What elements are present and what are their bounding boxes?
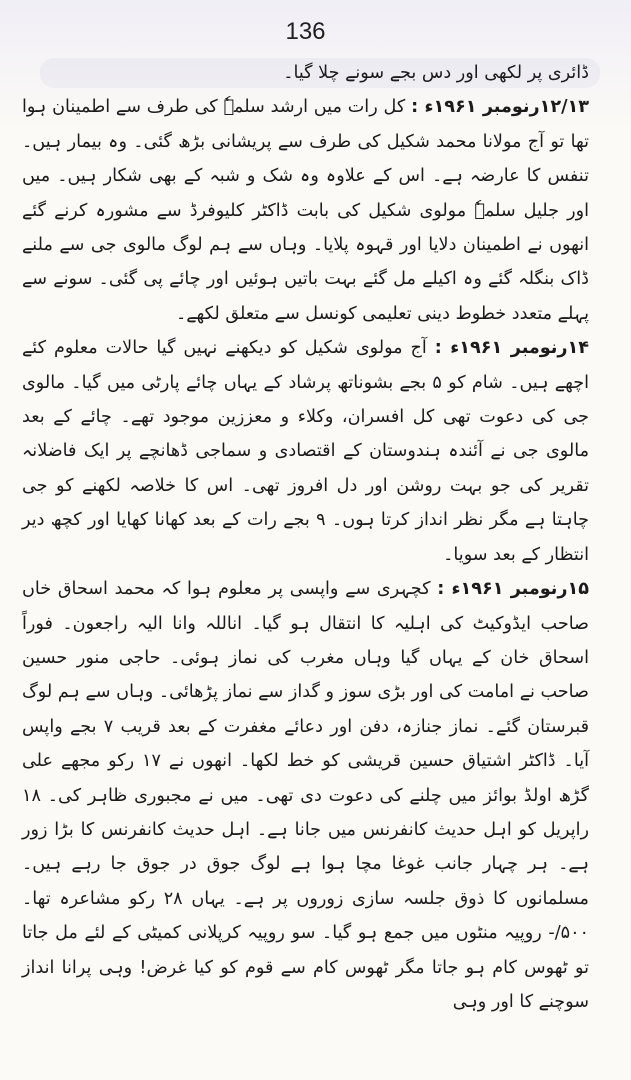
page-number: 136 [285, 18, 326, 45]
entry-date: ۱۲/۱۳رنومبر ۱۹۶۱ء : [411, 97, 589, 118]
entry-text: آج مولوی شکیل کو دیکھنے نہیں گیا حالات معلوم کئے اچھے ہیں۔ شام کو ۵ بجے بشوناتھ پرشاد کے یہاں چائے پارٹی میں گیا۔ مالوی جی کی دعوت تھی کل افسران، وکلاء و معززین موجود تھے۔ چائے کے بعد مالوی جی نے آئندہ ہندوستان کے اقتصادی و سماجی ڈھانچے پر ایک فاضلانہ تقریر کی جو بہت روشن اور دل افروز تھی۔ اس کا خلاصہ لکھنے کو جی چاہتا ہے مگر نظر انداز کرتا ہوں۔ ۹ بجے رات کے بعد کھانا کھایا اور کچھ دیر انتظار کے بعد سویا۔ [22, 338, 589, 565]
entry-date: ۱۵رنومبر ۱۹۶۱ء : [437, 579, 589, 600]
diary-entry [22, 572, 589, 1019]
diary-text [22, 56, 589, 1019]
entry-text: کل رات میں ارشد سلمہٗ کی طرف سے اطمینان ہوا تھا تو آج مولانا محمد شکیل کی طرف سے پریشانی بڑھ گئی۔ وہ بیمار ہیں۔ تنفس کا عارضہ ہے۔ اس کے علاوہ وہ شک و شبہ کے بھی شکار ہیں۔ میں اور جلیل سلمہٗ مولوی شکیل کی بابت ڈاکٹر کلیوفرڈ سے مشورہ کرنے گئے انھوں نے اطمینان دلایا اور قہوہ پلایا۔ وہاں سے ہم لوگ مالوی جی سے ملنے ڈاک بنگلہ گئے وہ اکیلے مل گئے بہت باتیں ہوئیں اور چائے پی گئی۔ سونے سے پہلے متعدد خطوط دینی تعلیمی کونسل سے متعلق لکھے۔ [22, 97, 589, 324]
diary-paragraph [22, 56, 589, 90]
entry-date: ۱۴رنومبر ۱۹۶۱ء : [434, 338, 590, 359]
diary-entry [22, 331, 589, 572]
diary-entry [22, 90, 589, 331]
paragraph-text: ڈائری پر لکھی اور دس بجے سونے چلا گیا۔ [283, 63, 589, 83]
entry-text: کچہری سے واپسی پر معلوم ہوا کہ محمد اسحاق خاں صاحب ایڈوکیٹ کی اہلیہ کا انتقال ہو گیا۔ اناللہ وانا الیہ راجعون۔ فوراً اسحاق خان کے یہاں گیا وہاں مغرب کی نماز ہوئی۔ حاجی منور حسین صاحب نے امامت کی اور بڑی سوز و گداز سے نماز پڑھائی۔ وہاں سے ہم لوگ قبرستان گئے۔ نماز جنازہ، دفن اور دعائے مغفرت کے بعد قریب ۷ بجے واپس آیا۔ ڈاکٹر اشتیاق حسین قریشی کو خط لکھا۔ انھوں نے ۱۷ رکو مجھے علی گڑھ اولڈ بوائز میں چلنے کی دعوت دی تھی۔ میں نے مجبوری ظاہر کی۔ ۱۸ راپریل کو اہل حدیث کانفرنس میں جانا ہے۔ اہل حدیث کانفرنس کا بڑا زور ہے۔ ہر چہار جانب غوغا مچا ہوا ہے لوگ جوق در جوق جا رہے ہیں۔ مسلمانوں کا ذوق جلسہ سازی زوروں پر ہے۔ یہاں ۲۸ رکو مشاعرہ تھا۔ ۵۰۰/- روپیہ منٹوں میں جمع ہو گیا۔ سو روپیہ کرپلانی کمیٹی کے لئے مل جاتا تو ٹھوس کام ہو جاتا مگر ٹھوس کام سے قوم کو کیا غرض! وہی پرانا انداز سوچنے کا اور وہی [22, 579, 589, 1012]
